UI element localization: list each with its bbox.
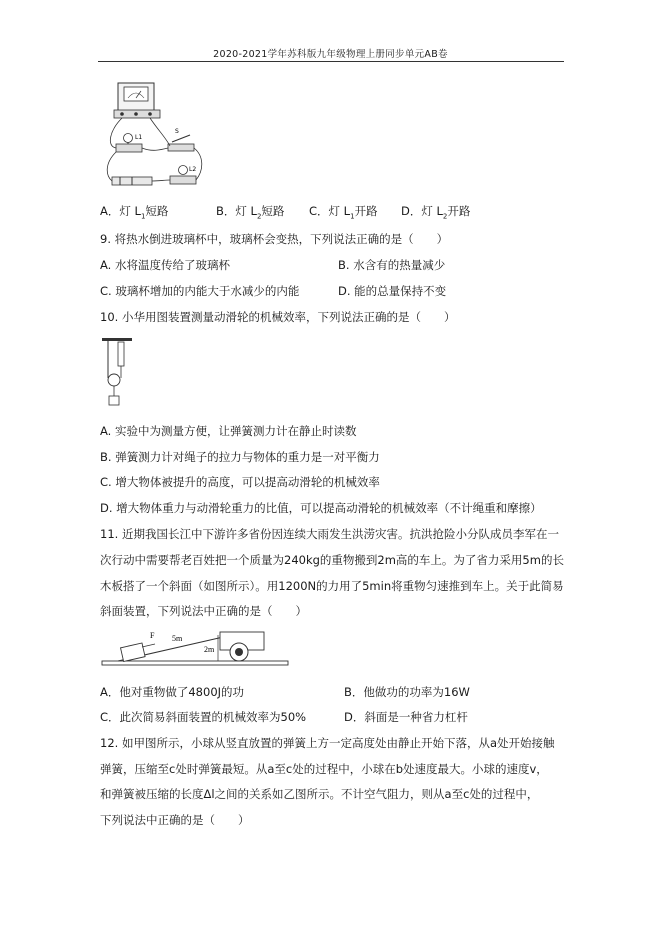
q10-option-c[interactable]: C. 增大物体被提升的高度，可以提高动滑轮的机械效率 [100, 475, 380, 489]
q11-stem-line-4: 斜面装置，下列说法中正确的是（ ） [100, 604, 307, 618]
q9-option-a[interactable]: A. 水将温度传给了玻璃杯 [100, 258, 230, 272]
header-rule [98, 61, 564, 62]
q11-option-b[interactable]: B．他做功的功率为16W [344, 685, 470, 699]
q9-option-b[interactable]: B. 水含有的热量减少 [338, 258, 446, 272]
q8-option-c[interactable]: C．灯 $L_1$开路 [309, 204, 378, 221]
q9-option-c[interactable]: C. 玻璃杯增加的内能大于水减少的内能 [100, 284, 300, 298]
q10-stem: 10. 小华用图装置测量动滑轮的机械效率，下列说法正确的是（ ） [100, 310, 456, 324]
force-label: F [150, 631, 155, 640]
q9-stem: 9. 将热水倒进玻璃杯中，玻璃杯会变热，下列说法正确的是（ ） [100, 232, 449, 246]
q10-option-a[interactable]: A. 实验中为测量方便，让弹簧测力计在静止时读数 [100, 424, 357, 438]
pulley-figure [102, 338, 136, 410]
q12-stem-line-4: 下列说法中正确的是（ ） [100, 813, 250, 827]
q11-stem-line-3: 木板搭了一个斜面（如图所示）。用1200N的力用了5min将重物匀速推到车上。关于此简易 [100, 579, 564, 593]
q11-option-a[interactable]: A．他对重物做了4800J的功 [100, 685, 245, 699]
switch-label: S [175, 128, 179, 135]
l2-label: L2 [189, 166, 197, 173]
q10-option-b[interactable]: B. 弹簧测力计对绳子的拉力与物体的重力是一对平衡力 [100, 450, 380, 464]
length-label: 5m [172, 634, 183, 643]
q11-option-c[interactable]: C．此次简易斜面装置的机械效率为50% [100, 710, 307, 724]
q9-option-d[interactable]: D. 能的总量保持不变 [338, 284, 447, 298]
q8-option-d[interactable]: D．灯 $L_2$开路 [401, 204, 471, 221]
height-label: 2m [204, 645, 215, 654]
l1-label: L1 [135, 134, 143, 141]
q12-stem-line-1: 12. 如甲图所示，小球从竖直放置的弹簧上方一定高度处由静止开始下落，从a处开始接触 [100, 736, 555, 750]
q11-stem-line-1: 11. 近期我国长江中下游许多省份因连续大雨发生洪涝灾害。抗洪抢险小分队成员李军在一 [100, 527, 559, 541]
q10-option-d[interactable]: D. 增大物体重力与动滑轮重力的比值，可以提高动滑轮的机械效率（不计绳重和摩擦） [100, 501, 542, 515]
q12-stem-line-2: 弹簧，压缩至c处时弹簧最短。从a至c处的过程中，小球在b处速度最大。小球的速度v， [100, 762, 548, 776]
q11-stem-line-2: 次行动中需要帮老百姓把一个质量为240kg的重物搬到2m高的车上。为了省力采用5m的长 [100, 553, 564, 567]
q11-option-d[interactable]: D．斜面是一种省力杠杆 [344, 710, 468, 724]
incline-figure [100, 626, 292, 670]
q8-option-a[interactable]: A．灯 $L_1$短路 [100, 204, 169, 221]
q8-option-b[interactable]: B．灯 $L_2$短路 [216, 204, 285, 221]
q12-stem-line-3: 和弹簧被压缩的长度Δl之间的关系如乙图所示。不计空气阻力，则从a至c处的过程中， [100, 787, 539, 801]
page-header: 2020-2021学年苏科版九年级物理上册同步单元AB卷 [213, 49, 448, 60]
circuit-figure [100, 80, 210, 192]
